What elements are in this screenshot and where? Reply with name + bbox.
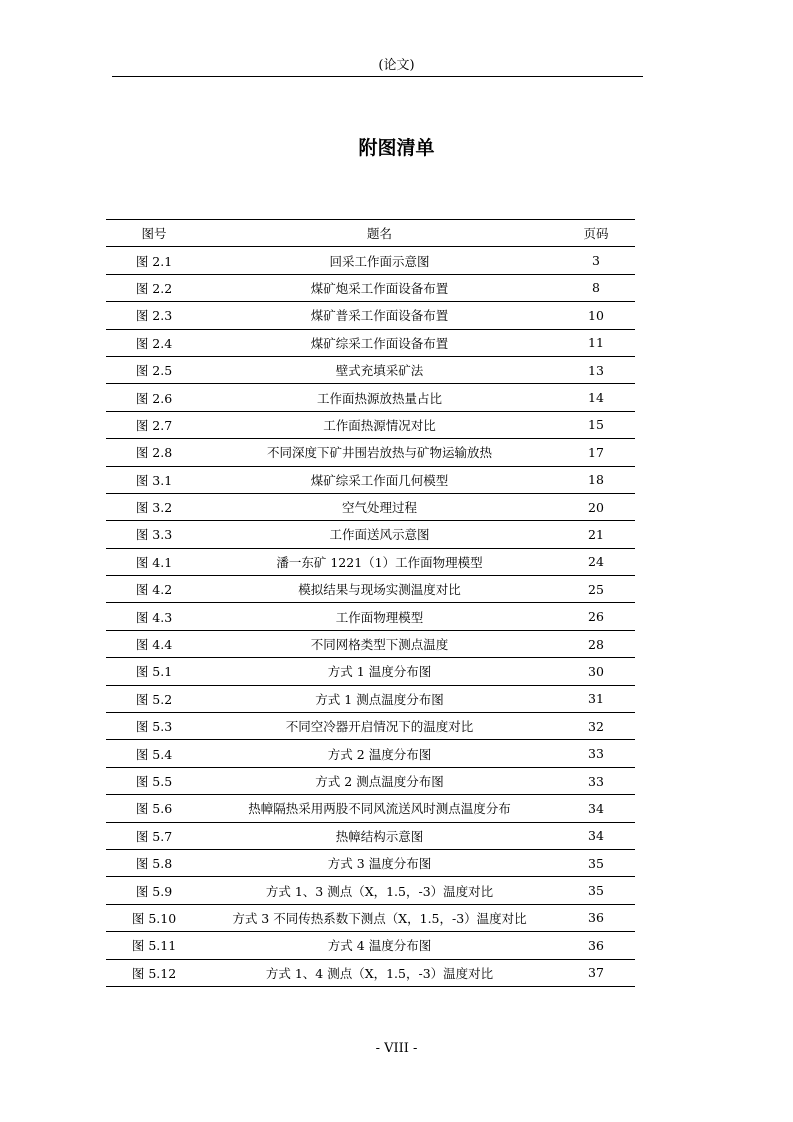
table-row xyxy=(106,274,635,301)
page-number-cell: 37 xyxy=(557,959,635,986)
figure-title-cell: 方式 1、3 测点（X，1.5，-3）温度对比 xyxy=(202,877,557,904)
figure-title-cell: 空气处理过程 xyxy=(202,493,557,520)
figure-title-cell: 壁式充填采矿法 xyxy=(202,356,557,383)
page-number-cell: 34 xyxy=(557,822,635,849)
figure-number-cell: 图 3.2 xyxy=(106,493,202,520)
figure-title-cell: 热幛结构示意图 xyxy=(202,822,557,849)
page-number-cell: 3 xyxy=(557,247,635,274)
page-number-cell: 36 xyxy=(557,932,635,959)
page-number-cell: 31 xyxy=(557,685,635,712)
column-header-figure-no: 图号 xyxy=(106,220,202,247)
page-number-cell: 34 xyxy=(557,795,635,822)
table-row xyxy=(106,329,635,356)
figure-number-cell: 图 5.1 xyxy=(106,658,202,685)
figure-title-cell: 不同网格类型下测点温度 xyxy=(202,630,557,657)
figure-list-table xyxy=(106,219,635,987)
table-row xyxy=(106,439,635,466)
figure-title-cell: 潘一东矿 1221（1）工作面物理模型 xyxy=(202,548,557,575)
figure-number-cell: 图 2.4 xyxy=(106,329,202,356)
figure-title-cell: 工作面送风示意图 xyxy=(202,521,557,548)
figure-title-cell: 模拟结果与现场实测温度对比 xyxy=(202,576,557,603)
table-row xyxy=(106,493,635,520)
figure-title-cell: 工作面热源情况对比 xyxy=(202,411,557,438)
page-number-cell: 15 xyxy=(557,411,635,438)
page-number-cell: 33 xyxy=(557,740,635,767)
figure-number-cell: 图 5.9 xyxy=(106,877,202,904)
figure-title-cell: 热幛隔热采用两股不同风流送风时测点温度分布 xyxy=(202,795,557,822)
page-number-cell: 11 xyxy=(557,329,635,356)
page-number-cell: 17 xyxy=(557,439,635,466)
table-row xyxy=(106,959,635,986)
figure-number-cell: 图 5.7 xyxy=(106,822,202,849)
table-row xyxy=(106,932,635,959)
page-number-cell: 35 xyxy=(557,877,635,904)
page-number-cell: 24 xyxy=(557,548,635,575)
table-row xyxy=(106,849,635,876)
page-number: - VIII - xyxy=(375,1041,418,1056)
table-row xyxy=(106,658,635,685)
table-row xyxy=(106,384,635,411)
page-number-cell: 28 xyxy=(557,630,635,657)
figure-title-cell: 方式 3 温度分布图 xyxy=(202,849,557,876)
figure-title-cell: 回采工作面示意图 xyxy=(202,247,557,274)
figure-title-cell: 煤矿综采工作面几何模型 xyxy=(202,466,557,493)
page-number-cell: 33 xyxy=(557,767,635,794)
table-row xyxy=(106,822,635,849)
figure-title-cell: 方式 2 测点温度分布图 xyxy=(202,767,557,794)
table-row xyxy=(106,767,635,794)
figure-title-cell: 方式 4 温度分布图 xyxy=(202,932,557,959)
page-title: 附图清单 xyxy=(358,137,435,159)
figure-title-cell: 方式 1 温度分布图 xyxy=(202,658,557,685)
page-number-cell: 13 xyxy=(557,356,635,383)
table-row xyxy=(106,466,635,493)
table-row xyxy=(106,548,635,575)
header-rule xyxy=(112,76,643,77)
figure-number-cell: 图 4.2 xyxy=(106,576,202,603)
table-row xyxy=(106,576,635,603)
figure-title-cell: 方式 3 不同传热系数下测点（X，1.5，-3）温度对比 xyxy=(202,904,557,931)
table-row xyxy=(106,740,635,767)
table-row xyxy=(106,302,635,329)
page-number-cell: 14 xyxy=(557,384,635,411)
figure-number-cell: 图 4.4 xyxy=(106,630,202,657)
table-row xyxy=(106,247,635,274)
page-number-cell: 30 xyxy=(557,658,635,685)
figure-number-cell: 图 5.4 xyxy=(106,740,202,767)
page-number-cell: 20 xyxy=(557,493,635,520)
figure-number-cell: 图 5.5 xyxy=(106,767,202,794)
figure-number-cell: 图 3.3 xyxy=(106,521,202,548)
figure-number-cell: 图 4.3 xyxy=(106,603,202,630)
figure-title-cell: 方式 1 测点温度分布图 xyxy=(202,685,557,712)
figure-number-cell: 图 2.6 xyxy=(106,384,202,411)
table-row xyxy=(106,411,635,438)
figure-number-cell: 图 5.10 xyxy=(106,904,202,931)
table-row xyxy=(106,795,635,822)
page-number-cell: 18 xyxy=(557,466,635,493)
figure-title-cell: 方式 1、4 测点（X，1.5，-3）温度对比 xyxy=(202,959,557,986)
figure-number-cell: 图 2.8 xyxy=(106,439,202,466)
figure-number-cell: 图 2.7 xyxy=(106,411,202,438)
figure-number-cell: 图 5.3 xyxy=(106,713,202,740)
page-number-cell: 32 xyxy=(557,713,635,740)
table-row xyxy=(106,904,635,931)
figure-number-cell: 图 2.3 xyxy=(106,302,202,329)
figure-number-cell: 图 2.2 xyxy=(106,274,202,301)
table-row xyxy=(106,685,635,712)
column-header-page: 页码 xyxy=(557,220,635,247)
page-number-cell: 36 xyxy=(557,904,635,931)
table-row xyxy=(106,877,635,904)
figure-number-cell: 图 5.2 xyxy=(106,685,202,712)
table-row xyxy=(106,356,635,383)
table-row xyxy=(106,603,635,630)
figure-number-cell: 图 4.1 xyxy=(106,548,202,575)
page-number-cell: 21 xyxy=(557,521,635,548)
page-number-cell: 25 xyxy=(557,576,635,603)
table-header-row xyxy=(106,220,635,247)
figure-title-cell: 工作面热源放热量占比 xyxy=(202,384,557,411)
figure-number-cell: 图 5.11 xyxy=(106,932,202,959)
running-header: (论文) xyxy=(378,58,415,73)
table-row xyxy=(106,713,635,740)
figure-number-cell: 图 5.8 xyxy=(106,849,202,876)
figure-title-cell: 煤矿普采工作面设备布置 xyxy=(202,302,557,329)
page-number-cell: 26 xyxy=(557,603,635,630)
figure-title-cell: 方式 2 温度分布图 xyxy=(202,740,557,767)
table-row xyxy=(106,521,635,548)
page-number-cell: 10 xyxy=(557,302,635,329)
figure-title-cell: 煤矿综采工作面设备布置 xyxy=(202,329,557,356)
figure-title-cell: 煤矿炮采工作面设备布置 xyxy=(202,274,557,301)
column-header-title: 题名 xyxy=(202,220,557,247)
figure-number-cell: 图 5.12 xyxy=(106,959,202,986)
figure-number-cell: 图 2.1 xyxy=(106,247,202,274)
figure-title-cell: 工作面物理模型 xyxy=(202,603,557,630)
figure-number-cell: 图 2.5 xyxy=(106,356,202,383)
figure-title-cell: 不同深度下矿井围岩放热与矿物运输放热 xyxy=(202,439,557,466)
figure-number-cell: 图 5.6 xyxy=(106,795,202,822)
figure-number-cell: 图 3.1 xyxy=(106,466,202,493)
page-number-cell: 35 xyxy=(557,849,635,876)
page-number-cell: 8 xyxy=(557,274,635,301)
table-row xyxy=(106,630,635,657)
figure-title-cell: 不同空冷器开启情况下的温度对比 xyxy=(202,713,557,740)
